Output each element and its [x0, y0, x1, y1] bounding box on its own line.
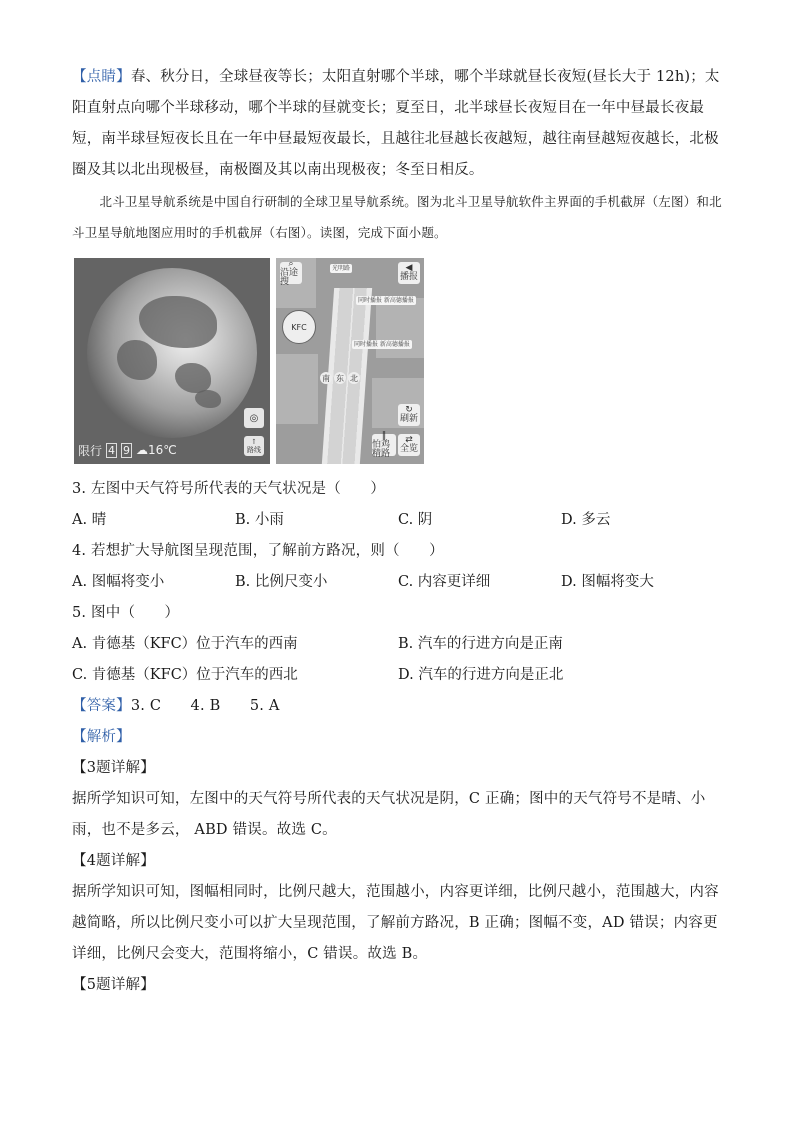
q3-option-d: D. 多云	[561, 512, 611, 528]
navigation-map-screenshot	[276, 258, 424, 464]
tip-paragraph	[72, 62, 732, 186]
compass-south: 南	[322, 373, 330, 383]
answer-line	[72, 691, 732, 722]
q4-option-d: D. 图幅将变大	[561, 574, 654, 590]
question-4-options	[72, 567, 732, 598]
locate-icon[interactable]: ◎	[244, 408, 264, 428]
globe-image	[87, 268, 257, 438]
plate-digit-a: 4	[108, 443, 116, 457]
q5-option-b: B. 汽车的行进方向是正南	[398, 636, 563, 652]
q4-option-b: B. 比例尺变小	[235, 574, 328, 590]
route-button[interactable]	[244, 436, 264, 456]
question-3-options	[72, 505, 732, 536]
status-bar	[74, 436, 238, 464]
top-road-label: 光明路	[332, 265, 351, 272]
q4-option-a: A. 图幅将变小	[72, 574, 165, 590]
question-3-stem: 3. 左图中天气符号所代表的天气状况是（ ）	[72, 481, 386, 497]
overview-label: 全览	[399, 444, 418, 454]
q4-option-c: C. 内容更详细	[398, 574, 491, 590]
q5-option-a: A. 肯德基（KFC）位于汽车的西南	[72, 636, 298, 652]
q3-option-c: C. 阴	[398, 512, 433, 528]
search-label: 沿途搜	[280, 267, 299, 287]
road-condition-button[interactable]	[372, 430, 396, 459]
figures-row	[74, 258, 732, 464]
analysis-label: 【解析】	[72, 729, 131, 745]
speaker-icon: ◀	[405, 263, 413, 273]
compass	[320, 372, 360, 384]
question-4-stem: 4. 若想扩大导航图呈现范围，了解前方路况，则（ ）	[72, 543, 444, 559]
detail-4-title: 【4题详解】	[72, 853, 155, 869]
document-page	[72, 62, 732, 1001]
map-tag-1: 同时播报 新高德播报	[358, 297, 414, 304]
road-condition-label: 怕鸡精路	[372, 439, 391, 459]
refresh-label: 刷新	[399, 414, 418, 424]
answer-label: 【答案】	[72, 698, 131, 714]
q5-option-d: D. 汽车的行进方向是正北	[398, 667, 564, 683]
refresh-icon: ↻	[405, 405, 413, 415]
detail-5-title: 【5题详解】	[72, 977, 155, 993]
plate-digit-b: 9	[123, 443, 131, 457]
kfc-marker[interactable]: KFC	[282, 310, 316, 344]
compass-north: 北	[350, 373, 358, 383]
route-label: 路线	[247, 446, 261, 454]
refresh-button[interactable]	[398, 404, 420, 426]
sound-label: 播报	[399, 272, 418, 282]
question-5-options-row1	[72, 629, 732, 660]
detail-3-text: 据所学知识可知，左图中的天气符号所代表的天气状况是阴，C 正确；图中的天气符号不是晴、小雨，也不是多云， ABD 错误。故选 C。	[72, 791, 706, 838]
question-5-options-row2	[72, 660, 732, 691]
app-main-screenshot	[74, 258, 270, 464]
detail-4-text: 据所学知识可知，图幅相同时，比例尺越大，范围越小，内容更详细，比例尺越小，范围越大，内容越简略，所以比例尺变小可以扩大呈现范围，了解前方路况，B 正确；图幅不变，AD 错误；内容更详细，比例尺会变大，范围将缩小，C 错误。故选 B。	[72, 884, 719, 962]
search-icon: ⌕	[288, 258, 294, 269]
q5-option-c: C. 肯德基（KFC）位于汽车的西北	[72, 667, 298, 683]
question-5-stem: 5. 图中（ ）	[72, 605, 180, 621]
plate-prefix: 限行	[78, 443, 103, 458]
q3-option-a: A. 晴	[72, 512, 107, 528]
weather-readout: ☁16℃	[136, 443, 177, 457]
answer-text: 3. C 4. B 5. A	[130, 698, 280, 714]
q3-option-b: B. 小雨	[235, 512, 284, 528]
route-arrow-icon: ↑	[251, 438, 257, 446]
search-along-button[interactable]	[280, 258, 302, 287]
compass-east: 东	[336, 373, 344, 383]
bars-icon: ‖	[381, 430, 387, 441]
tip-text: 春、秋分日，全球昼夜等长；太阳直射哪个半球，哪个半球就昼长夜短(昼长大于 12h)；太阳直射点向哪个半球移动，哪个半球的昼就变长；夏至日，北半球昼长夜短目在一年中昼最长夜最短，南半球昼短夜长且在一年中昼最短夜最长，且越往北昼越长夜越短，越往南昼越短夜越长，北极圈及其以北出现极昼，南极圈及其以南出现极夜；冬至日相反。	[72, 69, 720, 178]
overview-icon: ⇄	[405, 435, 413, 445]
sound-button[interactable]	[398, 262, 420, 284]
map-tag-2: 同时播报 新高德播报	[354, 341, 410, 348]
detail-3-title: 【3题详解】	[72, 760, 155, 776]
intro-paragraph: 北斗卫星导航系统是中国自行研制的全球卫星导航系统。图为北斗卫星导航软件主界面的手机截屏（左图）和北斗卫星导航地图应用时的手机截屏（右图）。读图，完成下面小题。	[72, 194, 722, 240]
overview-button[interactable]	[398, 434, 420, 456]
tip-label: 【点睛】	[72, 69, 131, 85]
